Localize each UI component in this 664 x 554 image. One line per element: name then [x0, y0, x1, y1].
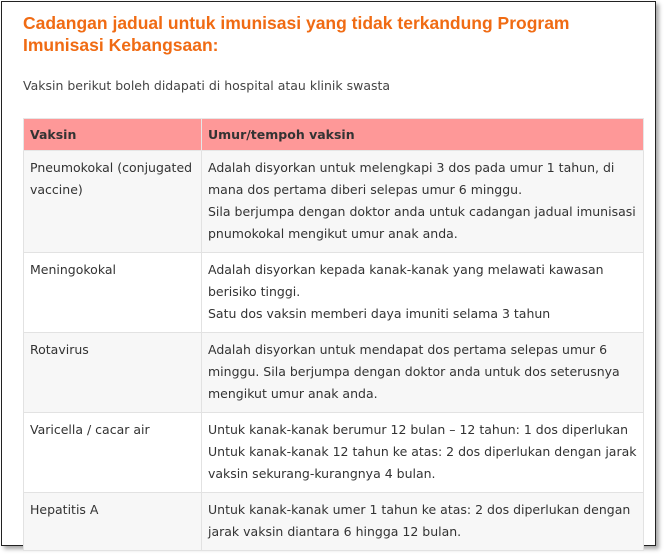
- vaccine-description: [202, 493, 644, 551]
- description-line: Adalah disyorkan kepada kanak-kanak yang melawati kawasan berisiko tinggi.: [208, 262, 604, 299]
- description-line: Sila berjumpa dengan doktor anda untuk cadangan jadual imunisasi pnumokokal mengikut umur anak anda.: [208, 204, 636, 241]
- vaccine-description: [202, 253, 644, 333]
- description-line: Untuk kanak-kanak berumur 12 bulan – 12 tahun: 1 dos diperlukan: [208, 422, 629, 437]
- content-frame: [1, 1, 656, 546]
- table-row: [24, 413, 644, 493]
- table-header-row: [24, 119, 644, 151]
- vaccine-table: [23, 118, 644, 551]
- vaccine-name: Varicella / cacar air: [24, 413, 202, 493]
- vaccine-name: Meningokokal: [24, 253, 202, 333]
- table-row: [24, 151, 644, 253]
- page-title: Cadangan jadual untuk imunisasi yang tidak terkandung Program Imunisasi Kebangsaan:: [23, 13, 570, 55]
- description-line: Adalah disyorkan untuk melengkapi 3 dos pada umur 1 tahun, di mana dos pertama diberi selepas umur 6 minggu.: [208, 160, 615, 197]
- vaccine-name: Rotavirus: [24, 333, 202, 413]
- vaccine-description: [202, 151, 644, 253]
- page-subtitle: Vaksin berikut boleh didapati di hospital atau klinik swasta: [23, 78, 391, 93]
- description-line: Untuk kanak-kanak 12 tahun ke atas: 2 dos diperlukan dengan jarak vaksin sekurang-kurangnya 4 bulan.: [208, 444, 637, 481]
- table-row: [24, 253, 644, 333]
- header-vaksin: Vaksin: [24, 119, 202, 151]
- vaccine-description: [202, 333, 644, 413]
- vaccine-description: [202, 413, 644, 493]
- vaccine-name: Hepatitis A: [24, 493, 202, 551]
- table-row: [24, 493, 644, 551]
- header-umur-tempoh: Umur/tempoh vaksin: [202, 119, 644, 151]
- description-line: Satu dos vaksin memberi daya imuniti selama 3 tahun: [208, 306, 551, 321]
- vaccine-name: Pneumokokal (conjugated vaccine): [24, 151, 202, 253]
- description-line: Untuk kanak-kanak umer 1 tahun ke atas: 2 dos diperlukan dengan jarak vaksin diantara 6 hingga 12 bulan.: [208, 502, 631, 539]
- description-line: Adalah disyorkan untuk mendapat dos pertama selepas umur 6 minggu. Sila berjumpa dengan doktor anda untuk dos seterusnya mengikut umur anak anda.: [208, 342, 620, 401]
- table-row: [24, 333, 644, 413]
